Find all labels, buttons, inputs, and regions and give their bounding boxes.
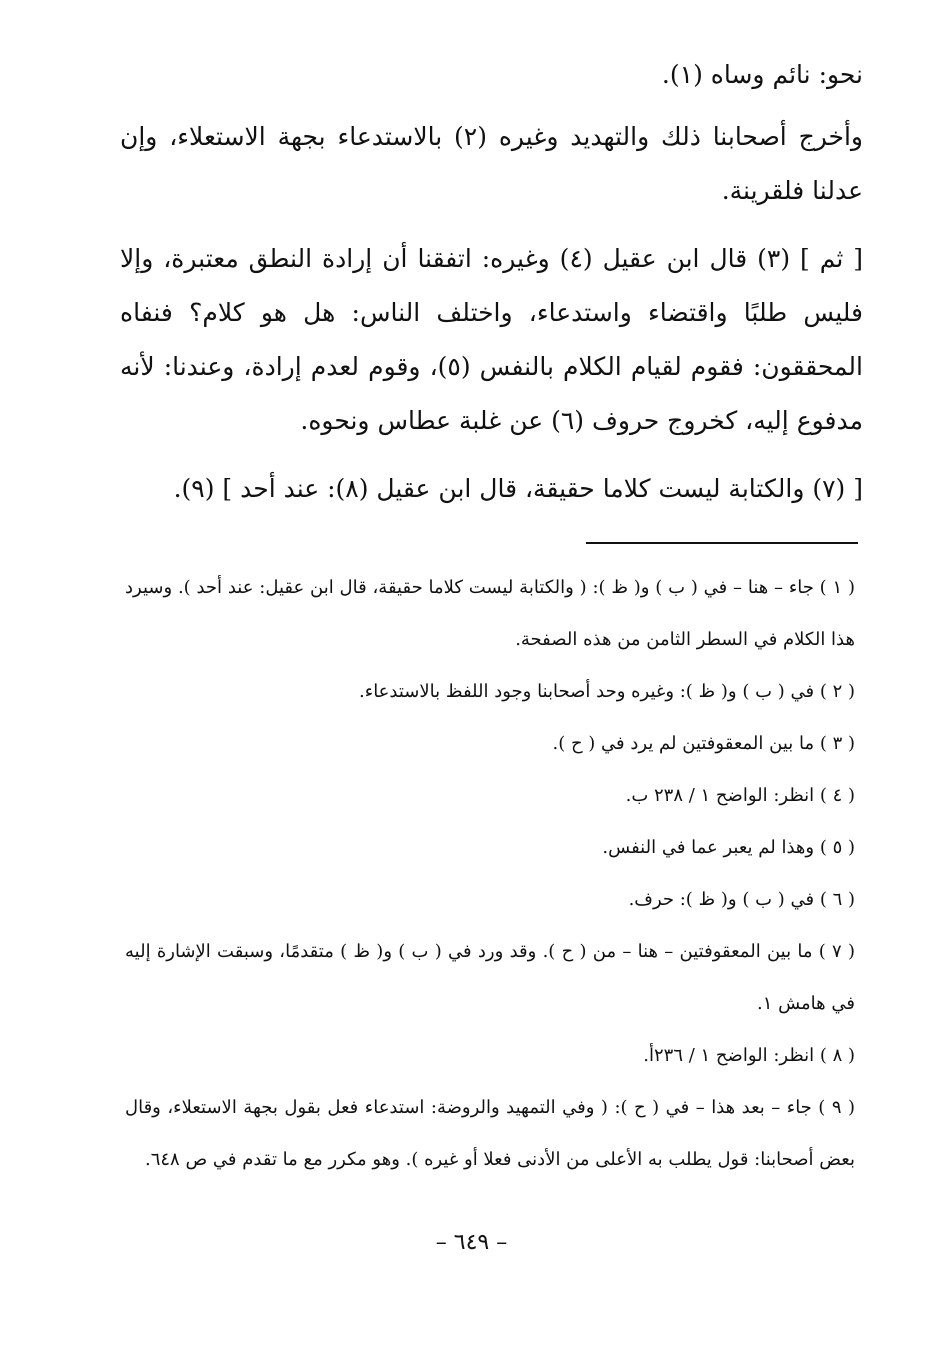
footnote-item: ( ٤ ) انظر: الواضح ١ / ٢٣٨ ب. — [625, 785, 855, 806]
main-text-body — [120, 48, 863, 530]
footnotes-section — [125, 562, 855, 1186]
footnote-item: ( ١ ) جاء – هنا – في ( ب ) و( ظ ): ( والكتابة ليست كلاما حقيقة، قال ابن عقيل: عند أحد ). وسيرد هذا الكلام في السطر الثامن من هذه الصفحة. — [125, 577, 855, 650]
footnote-item: ( ٩ ) جاء – بعد هذا – في ( ح ): ( وفي التمهيد والروضة: استدعاء فعل بقول بجهة الاستعلاء، وقال بعض أصحابنا: قول يطلب به الأعلى من الأدنى فعلا أو غيره ). وهو مكرر مع ما تقدم في ص ٦٤٨. — [125, 1097, 855, 1170]
footnote-item: ( ٢ ) في ( ب ) و( ظ ): وغيره وحد أصحابنا وجود اللفظ بالاستدعاء. — [359, 681, 855, 702]
main-paragraph: وأخرج أصحابنا ذلك والتهديد وغيره (٢) بالاستدعاء بجهة الاستعلاء، وإن عدلنا فلقرينة. — [120, 122, 863, 205]
main-paragraph: [ (٧) والكتابة ليست كلاما حقيقة، قال ابن عقيل (٨): عند أحد ] (٩). — [173, 474, 863, 503]
footnote-item: ( ٦ ) في ( ب ) و( ظ ): حرف. — [628, 889, 855, 910]
main-paragraph: نحو: نائم وساه (١). — [661, 60, 863, 89]
page-number: – ٦٤٩ – — [435, 1230, 508, 1255]
footnote-item: ( ٧ ) ما بين المعقوفتين – هنا – من ( ح ). وقد ورد في ( ب ) و( ظ ) متقدمًا، وسبقت الإشارة إليه في هامش ١. — [125, 941, 855, 1014]
main-paragraph: [ ثم ] (٣) قال ابن عقيل (٤) وغيره: اتفقنا أن إرادة النطق معتبرة، وإلا فليس طلبًا واقتضاء واستدعاء، واختلف الناس: هل هو كلام؟ فنفاه المحققون: فقوم لقيام الكلام بالنفس (٥)، وقوم لعدم إرادة، وعندنا: لأنه مدفوع إليه، كخروج حروف (٦) عن غلبة عطاس ونحوه. — [120, 244, 863, 435]
footnote-item: ( ٣ ) ما بين المعقوفتين لم يرد في ( ح ). — [552, 733, 855, 754]
footnote-divider — [586, 542, 858, 544]
footnote-item: ( ٨ ) انظر: الواضح ١ / ٢٣٦أ. — [643, 1045, 855, 1066]
footnote-item: ( ٥ ) وهذا لم يعبر عما في النفس. — [602, 837, 855, 858]
